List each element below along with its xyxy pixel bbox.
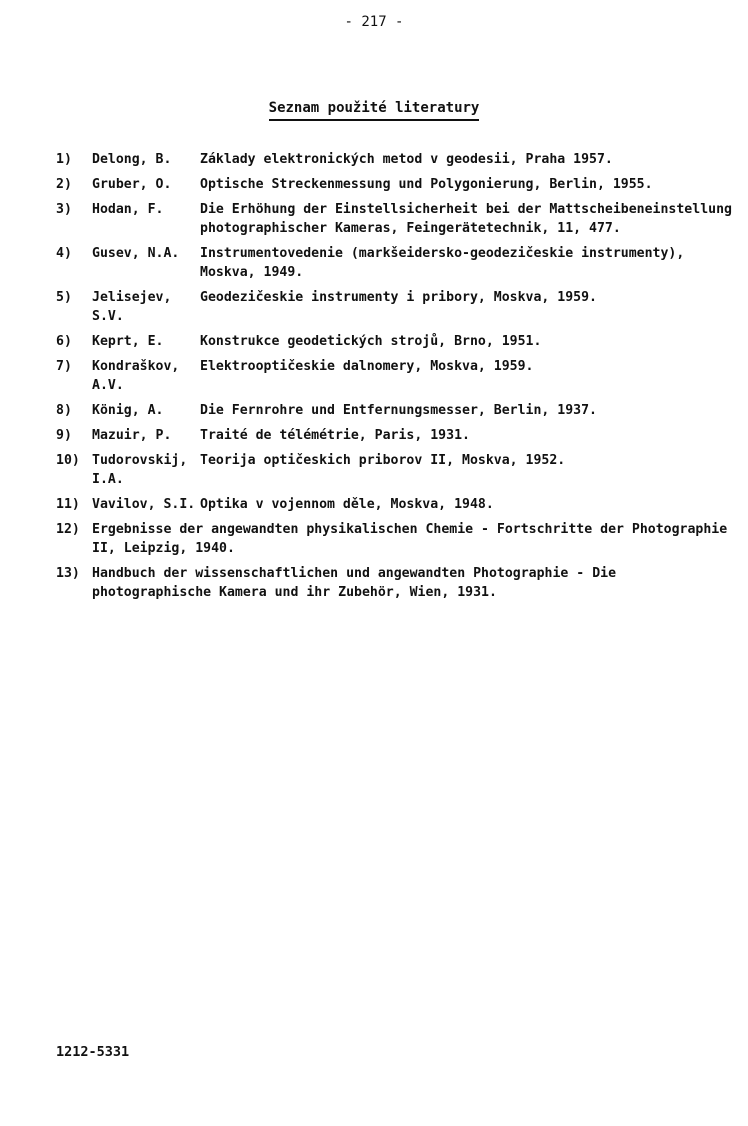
reference-text: Handbuch der wissenschaftlichen und angewandten Photographie - Die photographische Kamera und ihr Zubehör, Wien, 1931. [92,566,624,600]
reference-text: Základy elektronických metod v geodesii, Praha 1957. [200,152,613,167]
reference-item [56,401,736,420]
reference-number: 2) [56,177,72,192]
reference-number: 12) [56,522,80,537]
reference-number: 7) [56,359,72,374]
page-title [0,100,748,116]
reference-item [56,150,736,169]
reference-number: 13) [56,566,80,581]
reference-text: Teorija optičeskich priborov II, Moskva, 1952. [200,453,566,468]
reference-item [56,564,736,602]
reference-text: Konstrukce geodetických strojů, Brno, 1951. [200,334,542,349]
reference-text: Die Fernrohre und Entfernungsmesser, Berlin, 1937. [200,403,597,418]
reference-item [56,520,736,558]
reference-author: Delong, B. [92,152,172,167]
reference-item [56,175,736,194]
reference-number: 10) [56,453,80,468]
reference-number: 11) [56,497,80,512]
reference-item [56,332,736,351]
reference-text: Instrumentovedenie (markšeidersko-geodezičeskie instrumenty), Moskva, 1949. [200,246,693,280]
reference-text: Optische Streckenmessung und Polygonierung, Berlin, 1955. [200,177,653,192]
page-number: - 217 - [344,14,404,30]
reference-text: Optika v vojennom děle, Moskva, 1948. [200,497,494,512]
reference-author: König, A. [92,403,164,418]
reference-number: 6) [56,334,72,349]
reference-item [56,244,736,282]
reference-author: Gusev, N.A. [92,246,180,261]
footer-code: 1212-5331 [56,1044,130,1060]
reference-text: Die Erhöhung der Einstellsicherheit bei der Mattscheibeneinstellung photographischer Kameras, Feingerätetechnik, 11, 477. [200,202,740,236]
reference-number: 5) [56,290,72,305]
reference-text: Geodezičeskie instrumenty i pribory, Moskva, 1959. [200,290,597,305]
reference-item [56,451,736,489]
reference-item [56,426,736,445]
reference-author: Vavilov, S.I. [92,497,196,512]
reference-number: 3) [56,202,72,217]
reference-author: Hodan, F. [92,202,164,217]
reference-number: 1) [56,152,72,167]
reference-item [56,200,740,238]
reference-number: 8) [56,403,72,418]
reference-item [56,288,736,326]
title-text: Seznam použité literatury [269,100,480,121]
reference-text: Traité de télémétrie, Paris, 1931. [200,428,470,443]
reference-text: Elektrooptičeskie dalnomery, Moskva, 1959. [200,359,534,374]
reference-item [56,357,736,395]
reference-number: 4) [56,246,72,261]
reference-item [56,495,736,514]
reference-author: Kondraškov, A.V. [92,359,180,393]
reference-author: Jelisejev, S.V. [92,290,172,324]
reference-text: Ergebnisse der angewandten physikalischen Chemie - Fortschritte der Photographie II, Leipzig, 1940. [92,522,736,556]
reference-list [56,150,740,608]
reference-number: 9) [56,428,72,443]
reference-author: Mazuir, P. [92,428,172,443]
reference-author: Tudorovskij, I.A. [92,453,188,487]
reference-author: Gruber, O. [92,177,172,192]
reference-author: Keprt, E. [92,334,164,349]
